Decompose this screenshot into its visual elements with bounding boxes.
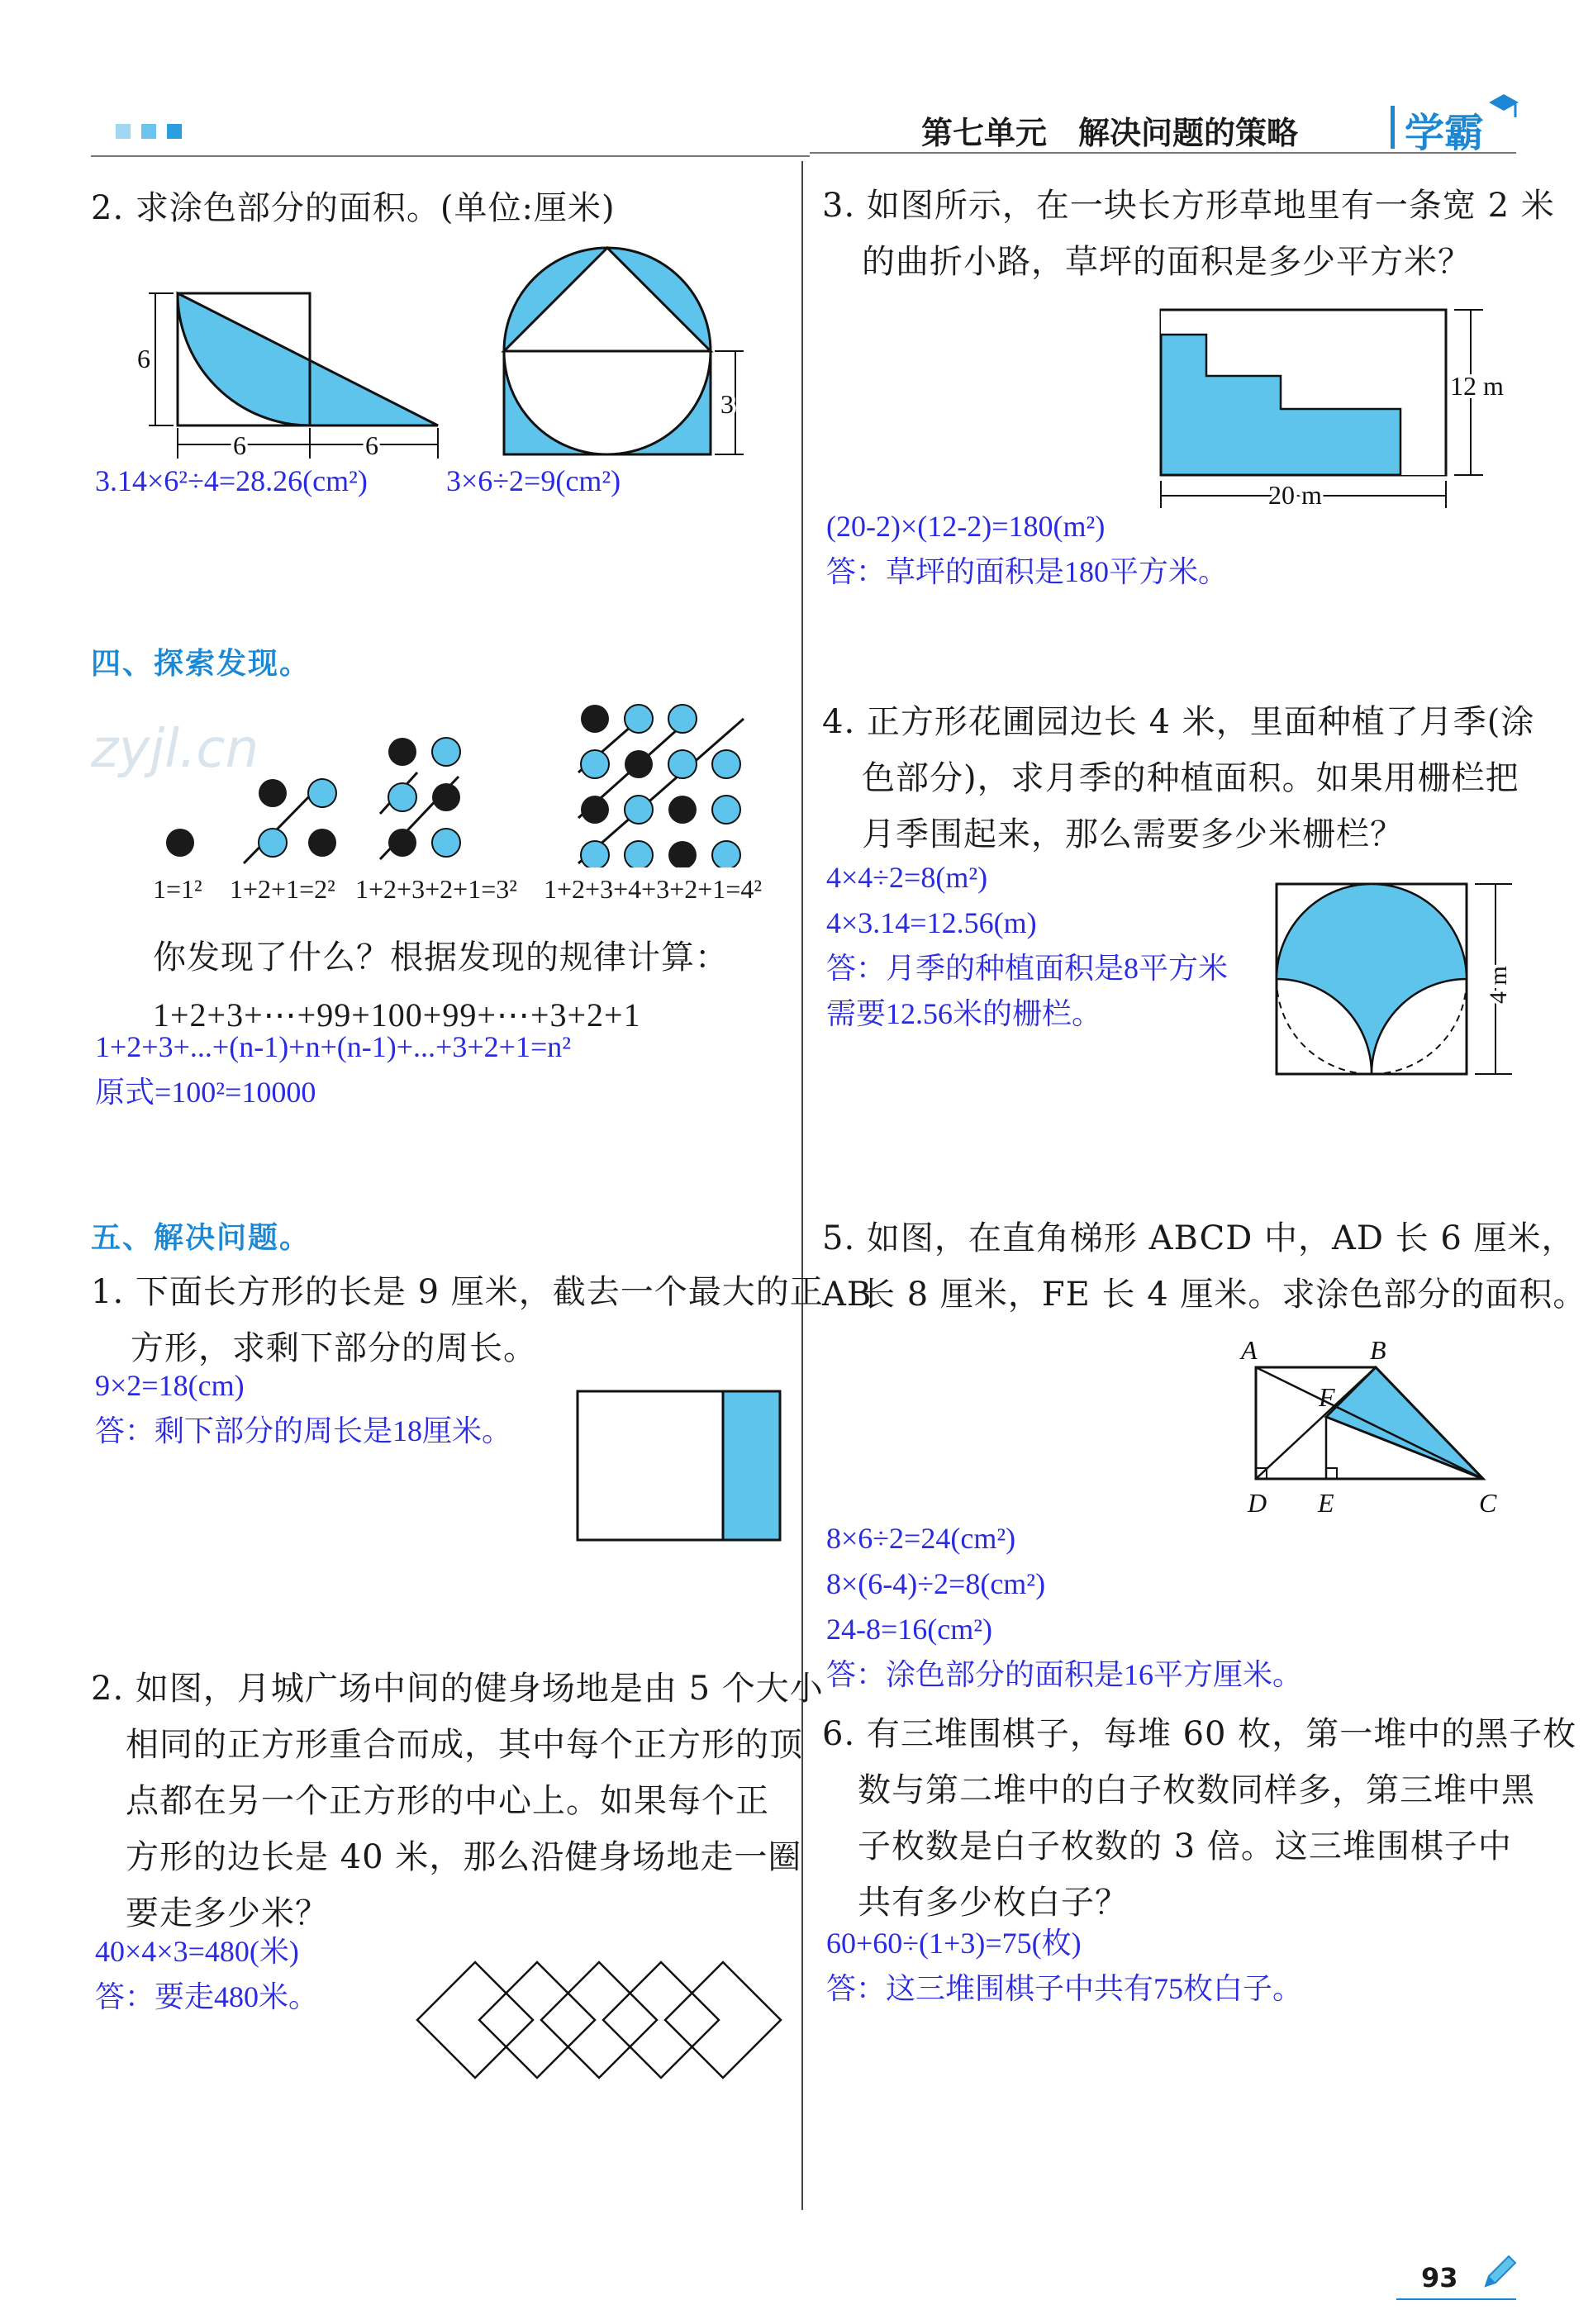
problem-6-line-4: 共有多少枚白子？: [858, 1884, 1129, 1922]
section-5-title: 五、解决问题。: [91, 1221, 311, 1255]
header-squares: [116, 124, 182, 142]
problem-4-figure: [1272, 880, 1520, 1082]
problem-3-answer-1: (20-2)×(12-2)=180(m²): [826, 510, 1106, 543]
pattern-label-1: 1=1²: [153, 874, 202, 904]
header-unit-title: 第七单元 解决问题的策略: [921, 115, 1299, 151]
problem-5-answer-2: 8×(6-4)÷2=8(cm²): [826, 1567, 1046, 1600]
problem-3-answer-2: 答：草坪的面积是180平方米。: [826, 555, 1229, 588]
section-4-title: 四、探索发现。: [91, 647, 311, 681]
problem-5-figure: [1206, 1326, 1524, 1524]
point-B: B: [1370, 1335, 1386, 1365]
problem-2-line-5: 要走多少米？: [126, 1894, 329, 1932]
problem-4-line-1: 4. 正方形花圃园边长 4 米，里面种植了月季(涂: [822, 703, 1535, 741]
problem-4-answer-1: 4×4÷2=8(m²): [826, 861, 988, 894]
brand-logo: 学霸: [1405, 110, 1485, 156]
problem-2-line-2: 相同的正方形重合而成，其中每个正方形的顶: [126, 1726, 803, 1764]
point-C: C: [1479, 1488, 1497, 1518]
problem-5-line-2: 长 8 厘米，FE 长 4 厘米。求涂色部分的面积。: [862, 1276, 1587, 1314]
problem-1-answer-2: 答：剩下部分的周长是18厘米。: [95, 1414, 512, 1447]
dot-patterns: [149, 702, 777, 867]
section-4-answer-2: 原式=100²=10000: [95, 1076, 316, 1109]
column-divider: [801, 161, 803, 2210]
problem-1-line-1: 1. 下面长方形的长是 9 厘米，截去一个最大的正: [91, 1273, 824, 1311]
problem-5-answer-3: 24-8=16(cm²): [826, 1613, 993, 1646]
pattern-label-3: 1+2+3+2+1=3²: [355, 874, 517, 904]
q2-answer-2: 3×6÷2=9(cm²): [446, 464, 621, 497]
fig3-height-label: 12 m: [1450, 371, 1504, 401]
q2-figure-2: [496, 240, 760, 463]
pencil-icon: [1479, 2251, 1520, 2293]
problem-3-line-1: 3. 如图所示，在一块长方形草地里有一条宽 2 米: [822, 187, 1555, 225]
problem-6-answer-1: 60+60÷(1+3)=75(枚): [826, 1927, 1082, 1960]
header-bar: [1391, 106, 1395, 149]
problem-4-answer-4: 需要12.56米的栅栏。: [826, 997, 1102, 1030]
pattern-label-2: 1+2+1=2²: [230, 874, 335, 904]
problem-6-line-2: 数与第二堆中的白子枚数同样多，第三堆中黑: [858, 1771, 1535, 1809]
q2-figure-1: [132, 281, 446, 463]
problem-3-line-2: 的曲折小路，草坪的面积是多少平方米？: [862, 243, 1472, 281]
fig3-width-label: 20 m: [1268, 480, 1322, 510]
problem-2-answer-1: 40×4×3=480(米): [95, 1935, 299, 1968]
point-F: F: [1319, 1382, 1335, 1412]
problem-2-figure: [413, 1954, 785, 2086]
fig1-bottom-label-2: 6: [365, 430, 378, 460]
q2-answer-1: 3.14×6²÷4=28.26(cm²): [95, 464, 368, 497]
watermark: zyjl.cn: [91, 719, 259, 780]
problem-2-answer-2: 答：要走480米。: [95, 1980, 319, 2013]
section-4-expression: 1+2+3+⋯+99+100+99+⋯+3+2+1: [153, 996, 641, 1034]
problem-5-answer-1: 8×6÷2=24(cm²): [826, 1522, 1016, 1555]
point-E: E: [1318, 1488, 1334, 1518]
problem-6-answer-2: 答：这三堆围棋子中共有75枚白子。: [826, 1972, 1303, 2005]
fig1-bottom-label-1: 6: [233, 430, 246, 460]
problem-4-line-3: 月季围起来，那么需要多少米栅栏？: [862, 815, 1404, 853]
problem-1-answer-1: 9×2=18(cm): [95, 1369, 245, 1402]
fig2-radius-label: 3: [720, 389, 734, 419]
point-D: D: [1248, 1488, 1267, 1518]
footer-rule: [1396, 2298, 1516, 2300]
graduation-cap-icon: [1487, 89, 1520, 122]
fig4-side-label: 4 m: [1485, 966, 1512, 1004]
section-4-answer-1: 1+2+3+...+(n-1)+n+(n-1)+...+3+2+1=n²: [95, 1030, 572, 1063]
problem-2-line-3: 点都在另一个正方形的中心上。如果每个正: [126, 1782, 769, 1820]
problem-2-line-4: 方形的边长是 40 米，那么沿健身场地走一圈: [126, 1838, 802, 1876]
problem-2-line-1: 2. 如图，月城广场中间的健身场地是由 5 个大小: [91, 1670, 824, 1708]
problem-4-line-2: 色部分)，求月季的种植面积。如果用栅栏把: [862, 759, 1519, 797]
problem-3-figure: [1153, 297, 1516, 512]
problem-6-line-3: 子枚数是白子枚数的 3 倍。这三堆围棋子中: [858, 1827, 1512, 1865]
pattern-label-4: 1+2+3+4+3+2+1=4²: [544, 874, 762, 904]
point-A: A: [1241, 1335, 1258, 1365]
fig1-side-label: 6: [137, 344, 150, 373]
problem-5-answer-4: 答：涂色部分的面积是16平方厘米。: [826, 1658, 1303, 1691]
q2-title: 2. 求涂色部分的面积。(单位:厘米): [91, 189, 616, 227]
problem-4-answer-2: 4×3.14=12.56(m): [826, 906, 1037, 939]
problem-6-line-1: 6. 有三堆围棋子，每堆 60 枚，第一堆中的黑子枚: [822, 1715, 1577, 1753]
problem-5-line-1: 5. 如图，在直角梯形 ABCD 中，AD 长 6 厘米，AB: [822, 1219, 1576, 1314]
problem-4-answer-3: 答：月季的种植面积是8平方米: [826, 952, 1229, 985]
problem-1-figure: [574, 1388, 785, 1545]
section-4-question: 你发现了什么？根据发现的规律计算：: [153, 939, 729, 977]
problem-1-line-2: 方形，求剩下部分的周长。: [131, 1329, 537, 1367]
header-left-rule: [91, 155, 810, 157]
page-number: 93: [1421, 2262, 1458, 2293]
